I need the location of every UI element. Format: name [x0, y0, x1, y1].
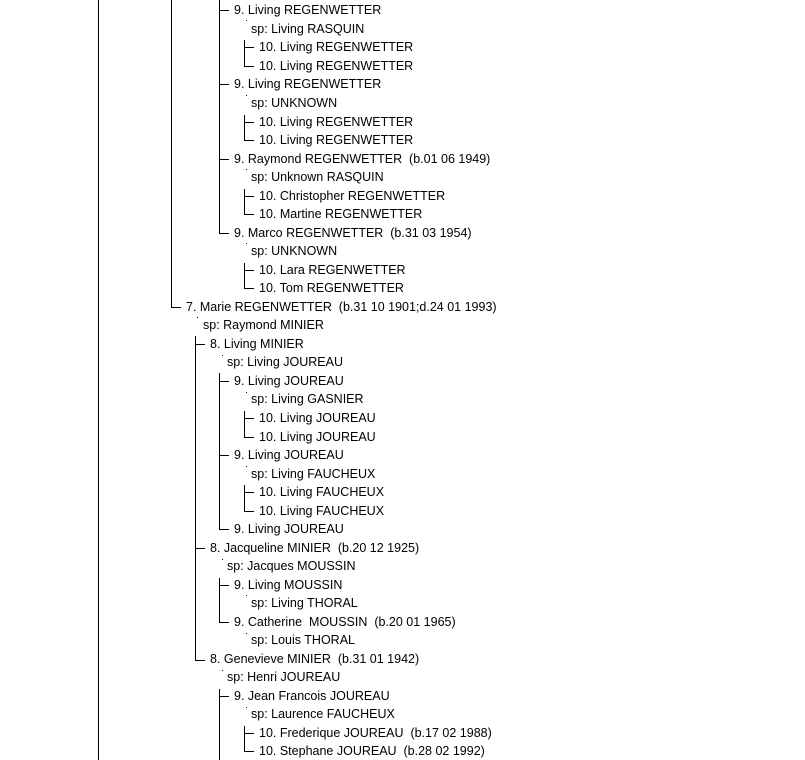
descendant-entry: 9. Raymond REGENWETTER (b.01 06 1949) [234, 152, 491, 166]
tree-line [244, 214, 254, 215]
descendant-entry: 10. Stephane JOUREAU (b.28 02 1992) [259, 744, 485, 758]
tree-line [244, 511, 254, 512]
spouse-entry: sp: Louis THORAL [251, 633, 355, 647]
descendant-entry: 10. Living JOUREAU [259, 430, 376, 444]
tree-line [244, 288, 254, 289]
descendant-entry: 10. Living FAUCHEUX [259, 504, 385, 518]
descendant-entry: 10. Living REGENWETTER [259, 59, 414, 73]
tree-line [244, 270, 254, 271]
tree-line [219, 373, 220, 529]
descendant-entry: 9. Living MOUSSIN [234, 578, 343, 592]
tree-line [244, 726, 245, 751]
tree-line [219, 233, 229, 234]
tree-line [244, 115, 245, 140]
descendant-entry: 7. Marie REGENWETTER (b.31 10 1901;d.24 01 1993) [186, 300, 497, 314]
descendant-entry: 8. Jacqueline MINIER (b.20 12 1925) [210, 541, 420, 555]
descendant-entry: 10. Living REGENWETTER [259, 40, 414, 54]
descendant-entry: 9. Marco REGENWETTER (b.31 03 1954) [234, 226, 472, 240]
descendant-entry: 10. Frederique JOUREAU (b.17 02 1988) [259, 726, 492, 740]
spouse-entry: sp: UNKNOWN [251, 96, 338, 110]
descendant-entry: 10. Living REGENWETTER [259, 133, 414, 147]
tree-line [244, 40, 245, 66]
spouse-entry: sp: UNKNOWN [251, 244, 338, 258]
spouse-entry: sp: Jacques MOUSSIN [227, 559, 356, 573]
tree-line [219, 689, 220, 760]
spouse-entry: sp: Living THORAL [251, 596, 358, 610]
descendant-entry: 9. Living JOUREAU [234, 522, 344, 536]
descendant-entry: 9. Living JOUREAU [234, 374, 344, 388]
spouse-entry: sp: Raymond MINIER [203, 318, 324, 332]
descendant-entry: 10. Christopher REGENWETTER [259, 189, 446, 203]
descendant-entry: 10. Tom REGENWETTER [259, 281, 404, 295]
descendant-entry: 9. Living REGENWETTER [234, 3, 382, 17]
descendant-entry: 10. Living REGENWETTER [259, 115, 414, 129]
tree-line [195, 660, 205, 661]
descendant-entry: 10. Lara REGENWETTER [259, 263, 406, 277]
spouse-entry: sp: Unknown RASQUIN [251, 170, 384, 184]
spouse-entry: sp: Living JOUREAU [227, 355, 344, 369]
descendant-entry: 9. Living REGENWETTER [234, 77, 382, 91]
tree-line [244, 418, 254, 419]
tree-line [171, 307, 181, 308]
tree-line [219, 159, 229, 160]
tree-line [219, 622, 229, 623]
tree-line [244, 751, 254, 752]
descendant-entry: 10. Martine REGENWETTER [259, 207, 423, 221]
tree-line [244, 263, 245, 288]
tree-line [244, 140, 254, 141]
descendant-entry: 8. Genevieve MINIER (b.31 01 1942) [210, 652, 420, 666]
descendant-entry: 9. Catherine MOUSSIN (b.20 01 1965) [234, 615, 456, 629]
tree-line [195, 548, 205, 549]
tree-line [219, 529, 229, 530]
tree-line [219, 84, 229, 85]
tree-line [244, 485, 245, 511]
tree-line [244, 122, 254, 123]
tree-line [244, 411, 245, 437]
tree-line [219, 0, 220, 233]
descendant-entry: 10. Living JOUREAU [259, 411, 376, 425]
tree-line [244, 733, 254, 734]
descendant-entry: 10. Living FAUCHEUX [259, 485, 385, 499]
descendant-entry: 8. Living MINIER [210, 337, 304, 351]
tree-line [244, 47, 254, 48]
spouse-entry: sp: Living FAUCHEUX [251, 467, 376, 481]
tree-line [244, 492, 254, 493]
descendant-entry: 9. Living JOUREAU [234, 448, 344, 462]
tree-line [219, 381, 229, 382]
tree-line [244, 66, 254, 67]
tree-line [98, 0, 99, 760]
tree-line [195, 336, 196, 660]
tree-line [171, 0, 172, 307]
spouse-entry: sp: Laurence FAUCHEUX [251, 707, 395, 721]
tree-line [244, 196, 254, 197]
tree-line [219, 696, 229, 697]
spouse-entry: sp: Living RASQUIN [251, 22, 365, 36]
spouse-entry: sp: Living GASNIER [251, 392, 364, 406]
spouse-entry: sp: Henri JOUREAU [227, 670, 341, 684]
descendant-entry: 9. Jean Francois JOUREAU [234, 689, 390, 703]
tree-line [219, 10, 229, 11]
tree-line [219, 585, 229, 586]
tree-line [244, 437, 254, 438]
tree-line [195, 344, 205, 345]
tree-line [244, 189, 245, 214]
tree-line [219, 455, 229, 456]
